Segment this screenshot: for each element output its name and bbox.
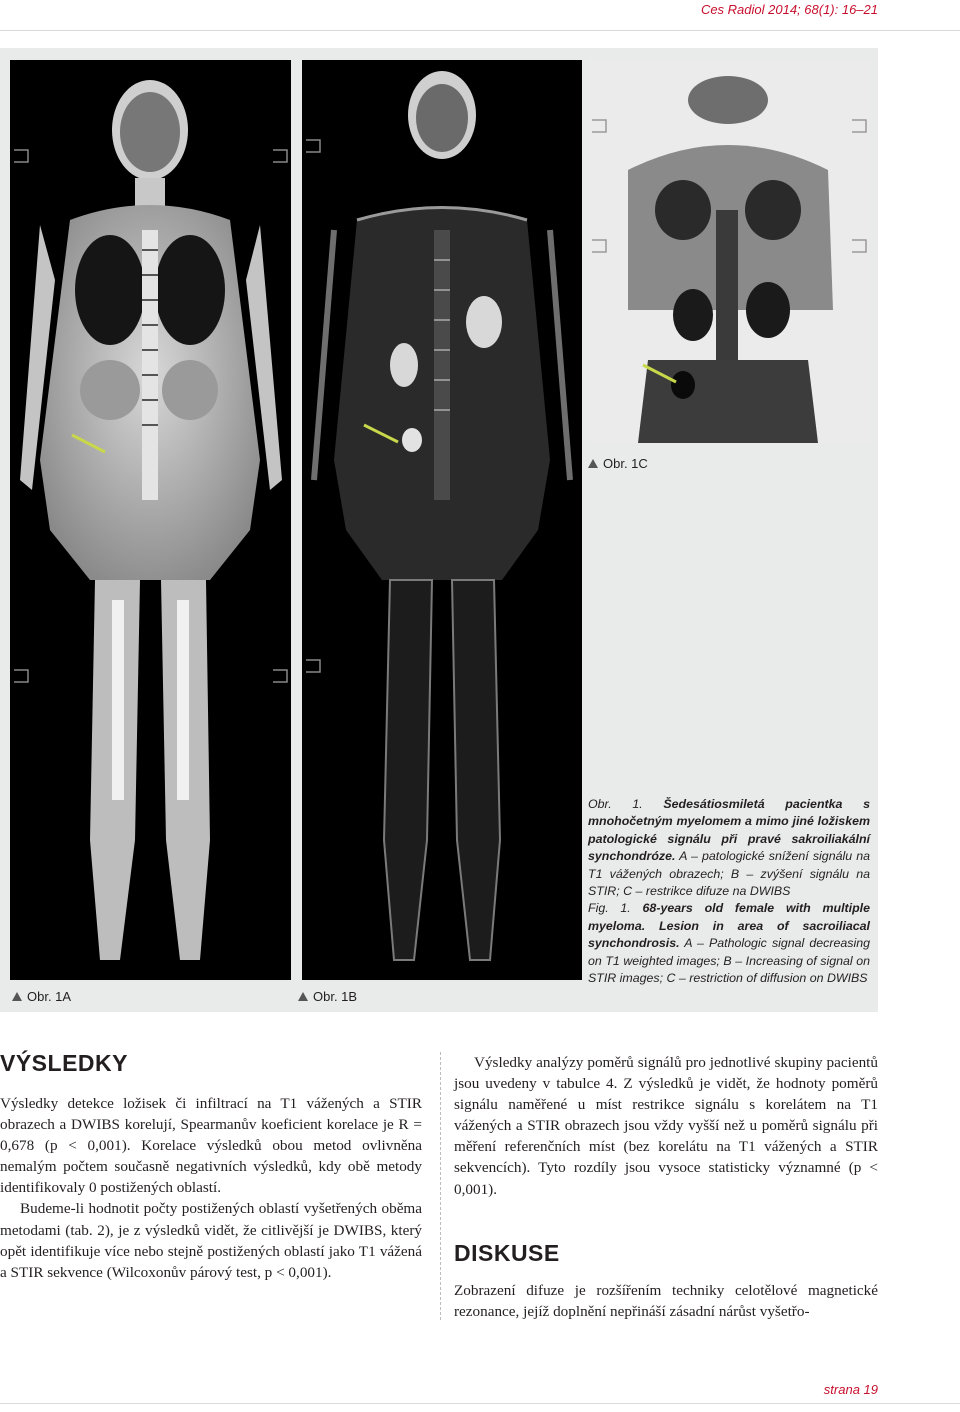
figure-label-c: Obr. 1C [588,456,648,471]
mri-image-dwibs [588,60,870,443]
results-paragraph-2: Budeme-li hodnotit počty postižených oblastí vyšetřených oběma metodami (tab. 2), je z výsledků vidět, že citlivější je DWIBS, který opět identifikuje více nebo stejně postižených oblastí jako T1 vážená a STIR sekvence (Wilcoxonův párový test, p < 0,001). [0,1200,422,1281]
journal-citation: Ces Radiol 2014; 68(1): 16–21 [700,2,878,17]
figure-label-b: Obr. 1B [298,989,357,1004]
results-paragraph-1: Výsledky detekce ložisek či infiltrací na T1 vážených a STIR obrazech a DWIBS korelují, Spearmanův koeficient korelace je R = 0,678 (p < 0,001). Korelace výsledků obou metod ovlivněna nemalým počtem současně negativních výsledků, kdy obě metody identifikovaly 0 postižených oblastí. [0,1095,422,1197]
triangle-up-icon [298,992,308,1001]
results-heading: VÝSLEDKY [0,1050,128,1076]
results-paragraph-3: Výsledky analýzy poměrů signálů pro jednotlivé skupiny pacientů jsou uvedeny v tabulce 4. Z výsledků je vidět, že hodnoty poměrů signálu naměřené u míst restrikce signálu s korelátem na T1 vážených a STIR obrazech jsou vždy vyšší než u poměrů signálu při měření referenčních míst (bez korelátu na T1 vážených a STIR sekvencích). Tyto rozdíly jsou vysoce statisticky významné (p < 0,001). [454,1054,878,1198]
mri-image-stir [302,60,582,980]
figure-label-a: Obr. 1A [12,989,71,1004]
discussion-paragraph-1: Zobrazení difuze je rozšířením techniky celotělové magnetické rezonance, jejíž doplnění nepřináší zásadní nárůst vyšetřo- [454,1282,878,1321]
mri-image-t1 [10,60,291,980]
discussion-heading: DISKUSE [454,1240,560,1266]
page-number: strana 19 [823,1382,878,1397]
results-column-right [454,1052,878,1200]
caption-czech: Obr. 1. Šedesátiosmiletá pacientka s mnohočetným myelomem a mimo jiné ložiskem patologické signálu při pravé sakroiliakální synchondróze. A – patologické snížení signálu na T1 vážených obrazech; B – zvýšení signálu na STIR; C – restrikce difuze na DWIBS [588,797,871,899]
discussion-column [454,1280,878,1322]
triangle-up-icon [588,459,598,468]
column-divider [440,1052,441,1320]
header-rule [0,30,960,31]
figure-caption [588,796,870,987]
triangle-up-icon [12,992,22,1001]
footer-rule [0,1403,960,1404]
caption-english: Fig. 1. 68-years old female with multiple myeloma. Lesion in area of sacroiliacal synchondrosis. A – Pathologic signal decreasing on T1 weighted images; B – Increasing of signal on STIR images; C – restriction of diffusion on DWIBS [588,901,870,986]
results-column-left [0,1093,422,1283]
